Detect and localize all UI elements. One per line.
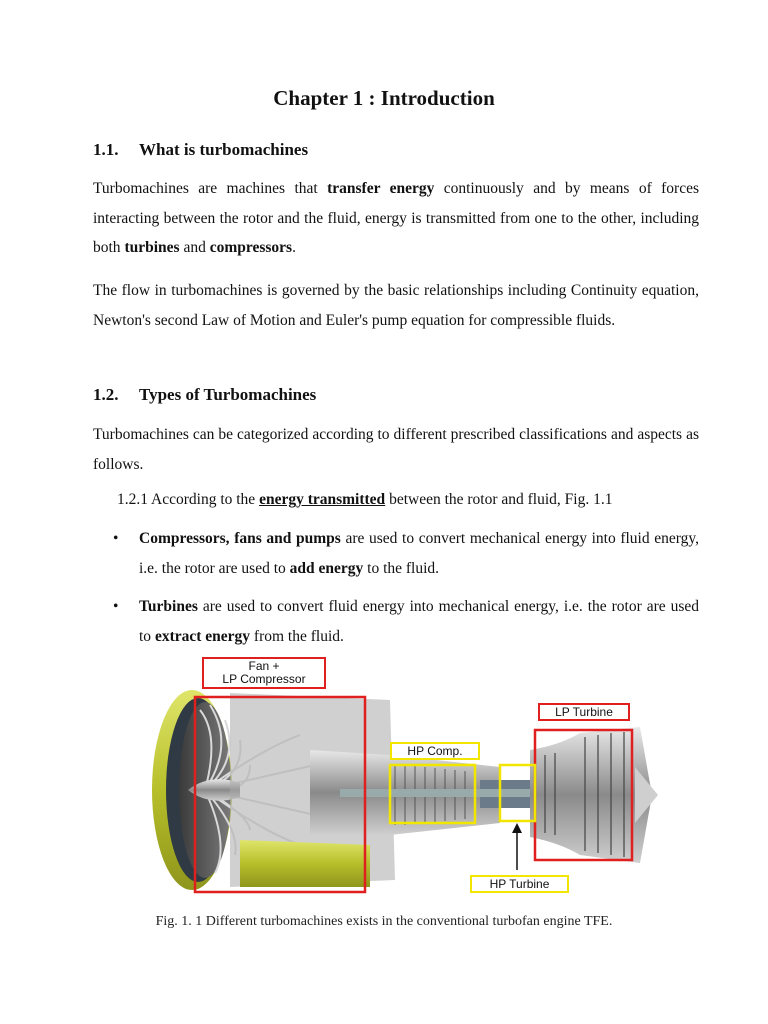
section-number: 1.2. (93, 385, 119, 404)
page-title: Chapter 1 : Introduction (273, 86, 495, 110)
text-run: . (292, 239, 296, 256)
text-run: between the rotor and fluid, Fig. 1.1 (385, 491, 613, 508)
bullet-glyph: • (113, 530, 119, 547)
text-run: from the fluid. (250, 627, 344, 645)
bold-term: turbines (124, 239, 180, 256)
label-hp-turbine: HP Turbine (470, 875, 569, 893)
arrow-head (512, 823, 522, 833)
section-heading-1-1 (93, 140, 308, 160)
section-heading-1-2 (93, 385, 316, 405)
bold-term: add energy (289, 559, 364, 577)
turbine-casing (530, 727, 652, 863)
subsection-1-2-1 (117, 491, 612, 509)
section-title: What is turbomachines (139, 140, 309, 159)
bold-term: Compressors, fans and pumps (139, 530, 341, 547)
text-run: are used to convert mechanical energy into fluid energy, i.e. the rotor are used to (139, 530, 699, 577)
turbofan-engine-drawing (140, 655, 660, 905)
text-run: 1.2.1 According to the (117, 491, 260, 508)
bold-term: transfer energy (327, 180, 435, 197)
section-title: Types of Turbomachines (139, 385, 317, 404)
text-run: are used to convert fluid energy into mechanical energy, i.e. the rotor are used to (139, 598, 699, 645)
nacelle-lower (240, 840, 370, 887)
label-hp-comp: HP Comp. (390, 742, 480, 760)
text-run: continuously and by means of forces interacting between the rotor and the fluid, energy is transmitted from one to the other, including both (93, 180, 699, 256)
paragraph-definition (93, 174, 699, 263)
bold-term: compressors (209, 239, 293, 256)
label-line: Fan + (248, 659, 280, 673)
text-run: to the fluid. (363, 559, 440, 577)
underlined-term: energy transmitted (259, 491, 386, 508)
label-fan-lp-compressor (202, 657, 326, 689)
bullet-turbines (113, 592, 699, 651)
turbofan-figure (140, 655, 660, 905)
text-run: Turbomachines are machines that (93, 180, 328, 197)
paragraph-types: Turbomachines can be categorized according to different prescribed classifications and aspects as follows. (93, 426, 699, 473)
label-line: LP Compressor (222, 672, 306, 686)
section-number: 1.1. (93, 140, 119, 159)
figure-caption: Fig. 1. 1 Different turbomachines exists in the conventional turbofan engine TFE. (155, 914, 613, 929)
label-lp-turbine: LP Turbine (538, 703, 630, 721)
paragraph-flow: The flow in turbomachines is governed by the basic relationships including Continuity equation, Newton's second Law of Motion and Euler's pump equation for compressible fluids. (93, 282, 699, 329)
bullet-glyph: • (113, 598, 119, 615)
text-run: and (179, 239, 210, 256)
bullet-compressors (113, 524, 699, 583)
bold-term: extract energy (154, 627, 251, 645)
bold-term: Turbines (139, 598, 198, 615)
